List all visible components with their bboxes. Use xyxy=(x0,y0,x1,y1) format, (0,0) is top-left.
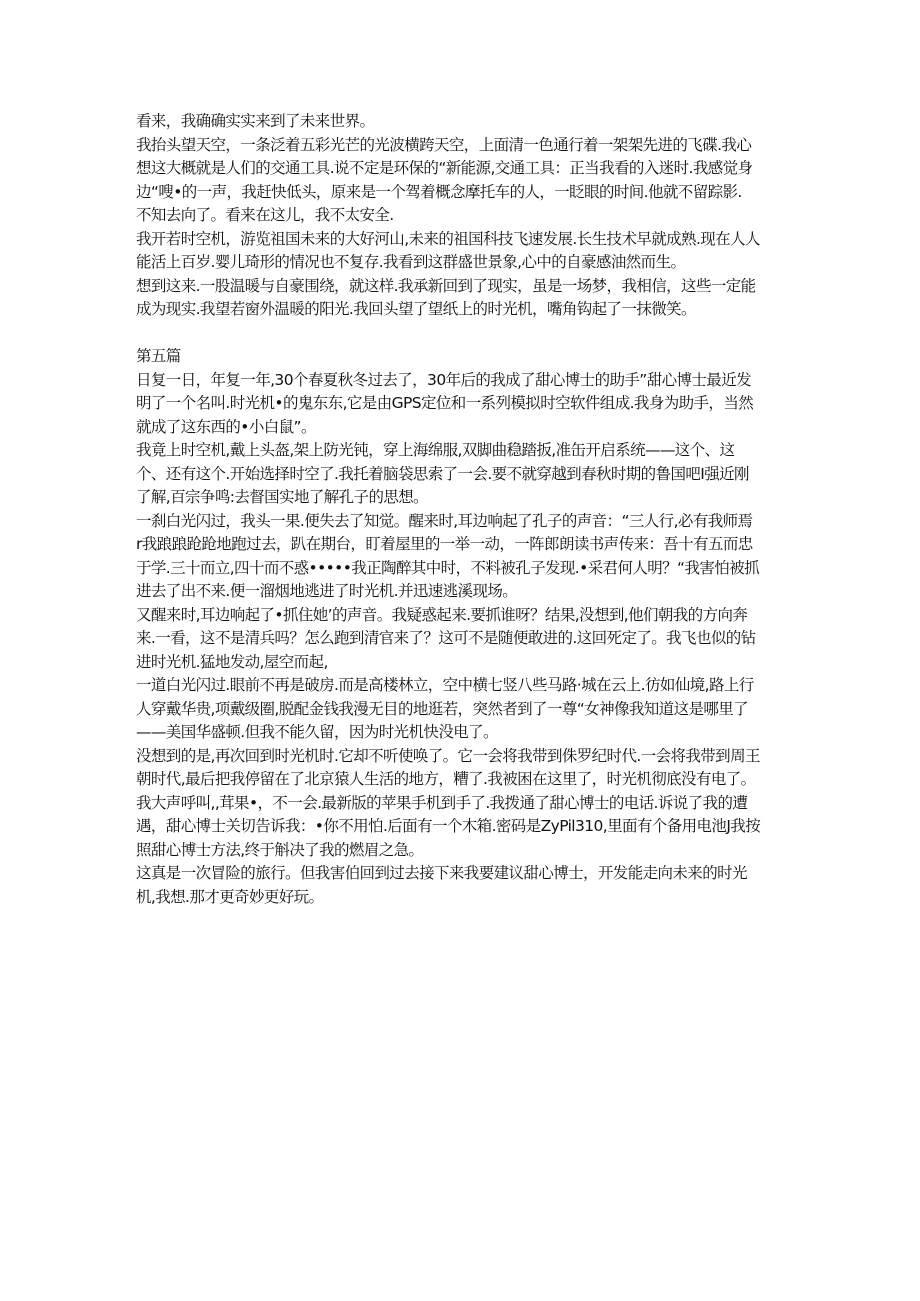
text-line: 又醒来时,耳边响起了•抓住她’的声音。我疑惑起来.要抓谁呀？结果,没想到,他们朝我的方向奔 xyxy=(136,605,748,624)
text-line: 日复一日，年复一年,30个春夏秋冬过去了，30年后的我成了甜心博士的助手”甜心博士最近发 xyxy=(136,370,752,389)
text-line: 进去了出不来.便一溜烟地逃进了时光机.并迅速逃溪现场。 xyxy=(136,582,518,600)
text-line: 成为现实.我望若窗外温暖的阳光.我回头望了望纸上的时光机，嘴角钩起了一抹微笑。 xyxy=(136,300,696,318)
text-line: 看来，我确确实实来到了未来世界。 xyxy=(136,112,375,130)
text-line: 机,我想.那才更奇妙更好玩。 xyxy=(136,887,324,906)
section-b xyxy=(136,345,786,909)
section-a xyxy=(136,110,786,322)
text-line: 一道白光闪过.眼前不再是破房.而是高楼林立，空中横七竖八些马路·城在云上.彷如仙境,路上行 xyxy=(136,676,754,694)
text-line: 来.一看，这不是清兵吗？怎么跑到清官来了？这可不是随便敢进的.这回死定了。我飞也似的钻 xyxy=(136,629,756,647)
text-line: 想到这来.一股温暖与自豪围绕，就这样.我承新回到了现实，虽是一场梦，我相信，这些一定能 xyxy=(136,276,756,295)
text-line: 边“嗖•的一声，我赶快低头，原来是一个驾着概念摩托车的人，一眨眼的时间.他就不留踪影. xyxy=(136,182,742,201)
text-line: 明了一个名叫.时光机•的鬼东东,它是由GPS定位和一系列模拟时空软件组成.我身为助手，当然 xyxy=(136,394,754,412)
text-line: 进时光机.猛地发动,屋空而起, xyxy=(136,652,328,671)
document-body xyxy=(136,110,786,909)
text-line: 照甜心博士方法,终于斛决了我的燃眉之急。 xyxy=(136,840,424,859)
text-line: 遇，甜心博士关切告诉我：•你不用怕.后面有一个木箱.密码是ZyPil310,里面有个备用电池J我按 xyxy=(136,817,761,835)
paragraph-gap xyxy=(136,322,786,346)
text-line: 我开若时空机，游览祖国未来的大好河山,未来的祖国科技飞速发展.长生技术早就成熟.现在人人 xyxy=(136,229,760,248)
text-line: 于学.三十而立,四十而不惑•••••我正陶醉其中时，不料被孔子发现.•采君何人明？“我害怕被抓 xyxy=(136,558,759,577)
text-line: 我抬头望天空，一条泛着五彩光芒的光波横跨天空，上面清一色通行着一架架先进的飞碟.我心 xyxy=(136,135,752,154)
section-heading: 第五篇 xyxy=(136,347,181,365)
text-line: 想这大概就是人们的交通工具.说不定是环保的“新能源,交通工具：正当我看的入迷时.我感觉身 xyxy=(136,159,753,177)
text-line: 了解,百宗争鸣:去督国实地了解孔子的思想。 xyxy=(136,488,429,506)
text-line: 我大声呼叫,,茸果•，不一会.最新版的苹果手机到手了.我拨通了甜心博士的电话.诉说了我的遭 xyxy=(136,793,748,812)
text-line: 朝时代,最后把我停留在了北京猿人生活的地方，糟了.我被困在这里了，时光机彻底没有电了。 xyxy=(136,770,756,788)
text-line: 我竟上时空机,戴上头盔,架上防光钝，穿上海绵服,双脚曲稳踏扳,准缶开启系统——这个、这 xyxy=(136,441,735,459)
text-line: 不知去向了。看来在这儿，我不太安全. xyxy=(136,206,394,224)
text-line: 人穿戴华贵,项戴级圈,脱配金钱我漫无目的地逛若，突然者到了一尊“女神像我知道这是哪里了 xyxy=(136,699,749,718)
text-line: 能活上百岁.婴儿琦形的情况也不复存.我看到这群盛世景象,心中的自豪感油然而生。 xyxy=(136,253,686,271)
text-line: 个、还有这个.开始选择时空了.我托着脑袋思索了一会.要不就穿越到春秋时期的鲁国吧I强近刚 xyxy=(136,464,749,483)
text-line: 没想到的是,再次回到时光机时.它却不听使唤了。它一会将我带到侏罗纪时代.一会将我带到周王 xyxy=(136,746,760,765)
text-line: 就成了这东西的•小白鼠”。 xyxy=(136,417,316,436)
text-line: 一刹白光闪过，我头一果.便失去了知觉。醒来时,耳边响起了孔子的声音：“三人行,必有我师焉 xyxy=(136,511,753,530)
text-line: 这真是一次冒险的旅行。但我害伯回到过去接下来我要建议甜心博士，开发能走向未来的时光 xyxy=(136,864,747,882)
text-line: r我踉踉跄跄地跑过去，趴在期台，盯着屋里的一举一动，一阵郎朗读书声传来：吾十有五而忠 xyxy=(136,535,753,553)
text-line: ——美国华盛顿.但我不能久留，因为时光机快没电了。 xyxy=(136,723,498,741)
